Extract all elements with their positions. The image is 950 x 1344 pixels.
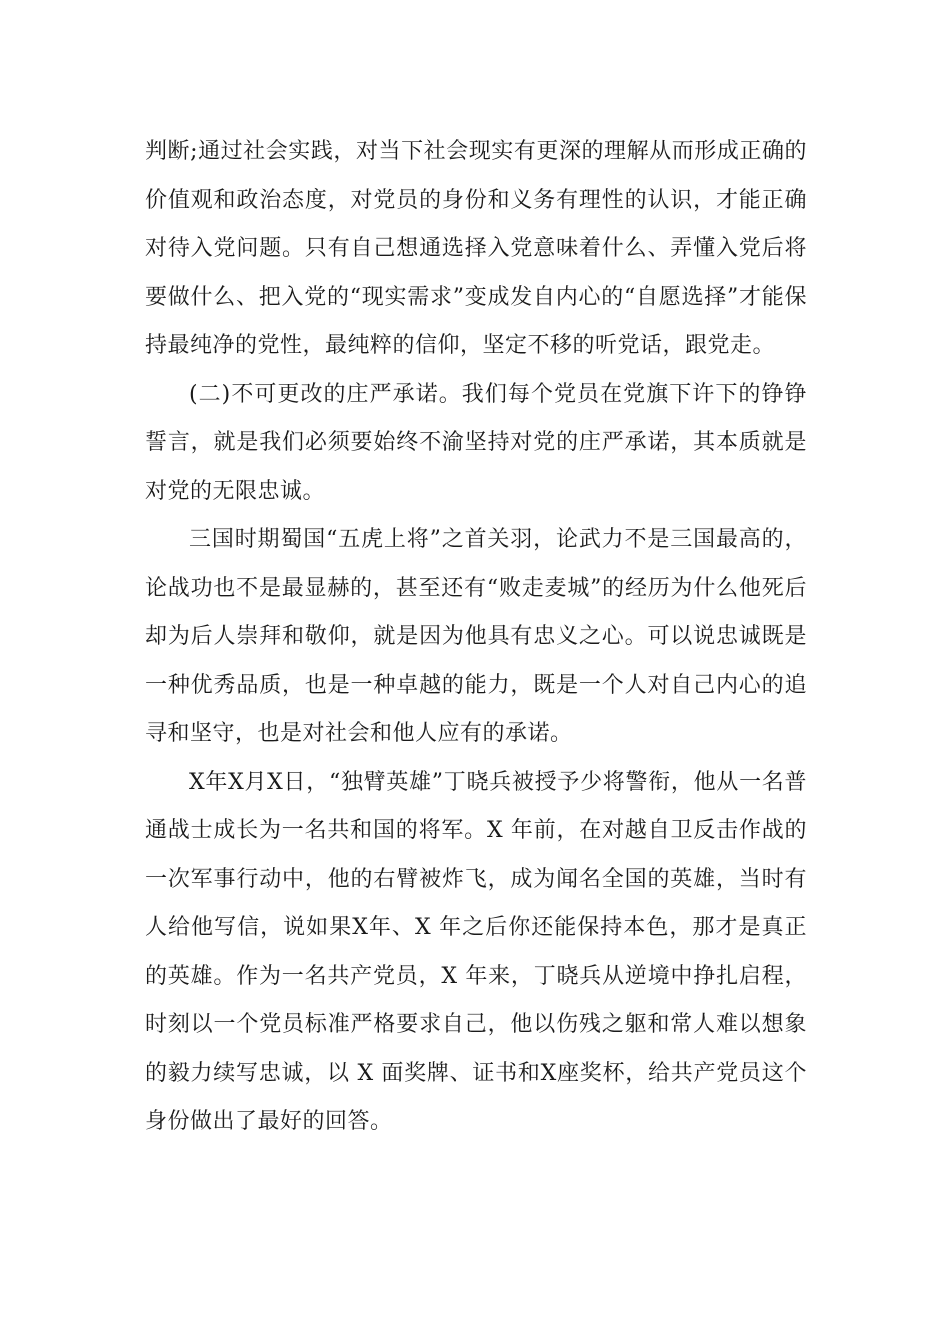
paragraph-3: 三国时期蜀国“五虎上将”之首关羽，论武力不是三国最高的，论战功也不是最显赫的，甚至还有“败走麦城”的经历为什么他死后却为后人崇拜和敬仰，就是因为他具有忠义之心。可以说忠诚既是一种优秀品质，也是一种卓越的能力，既是一个人对自己内心的追寻和坚守，也是对社会和他人应有的承诺。	[145, 527, 807, 746]
document-body	[145, 128, 807, 1147]
paragraph-1: 判断;通过社会实践，对当下社会现实有更深的理解从而形成正确的价值观和政治态度，对党员的身份和义务有理性的认识，才能正确对待入党问题。只有自己想通选择入党意味着什么、弄懂入党后将要做什么、把入党的“现实需求”变成发自内心的“自愿选择”才能保持最纯净的党性，最纯粹的信仰，坚定不移的听党话，跟党走。	[145, 139, 807, 358]
paragraph-4: X年X月X日，“独臂英雄”丁晓兵被授予少将警衔，他从一名普通战士成长为一名共和国的将军。X 年前，在对越自卫反击作战的一次军事行动中，他的右臂被炸飞，成为闻名全国的英雄，当时有人给他写信，说如果X年、X 年之后你还能保持本色，那才是真正的英雄。作为一名共产党员，X 年来，丁晓兵从逆境中挣扎启程，时刻以一个党员标准严格要求自己，他以伤残之躯和常人难以想象的毅力续写忠诚，以 X 面奖牌、证书和X座奖杯，给共产党员这个身份做出了最好的回答。	[145, 769, 807, 1134]
paragraph-2: (二)不可更改的庄严承诺。我们每个党员在党旗下许下的铮铮誓言，就是我们必须要始终不渝坚持对党的庄严承诺，其本质就是对党的无限忠诚。	[145, 381, 807, 504]
